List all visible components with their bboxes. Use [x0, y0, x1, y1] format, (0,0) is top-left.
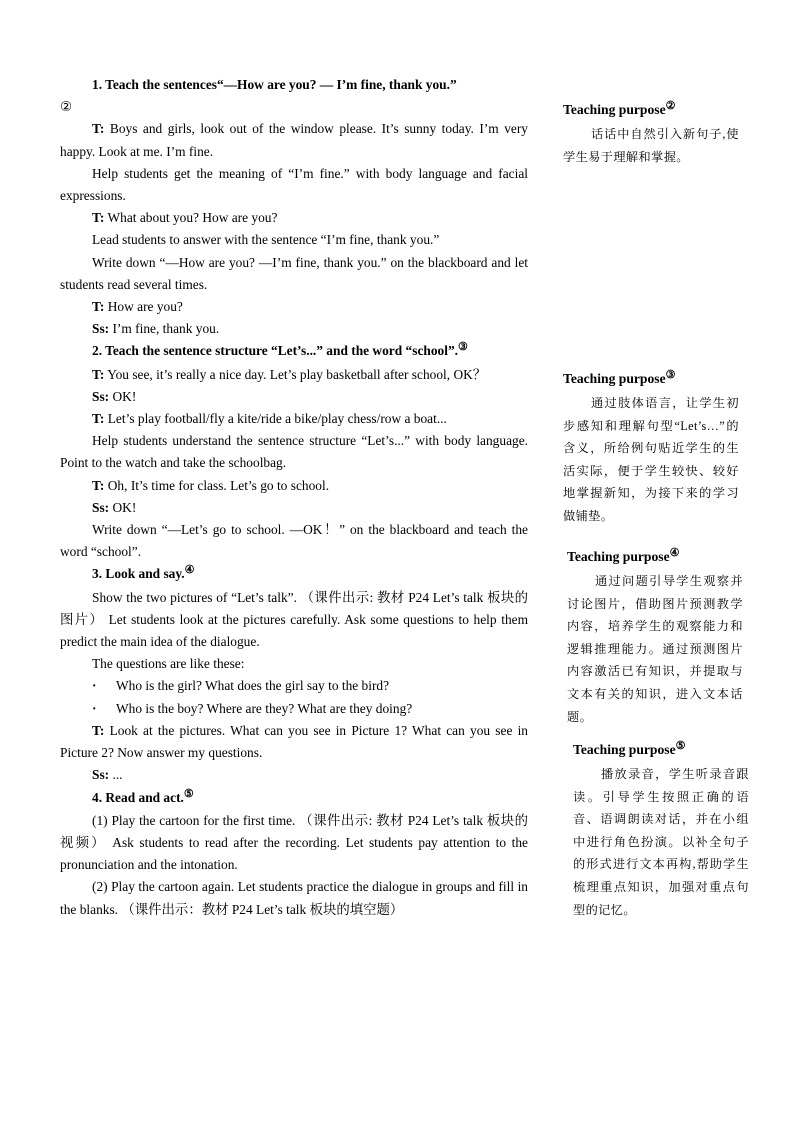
teaching-purpose-note: [563, 369, 739, 528]
instruction-line: (1) Play the cartoon for the first time. （课件出示: 教材 P24 Let’s talk 板块的视频） Ask students to read after the recording. Let students pay attention to the pronunciation and the intonation.: [60, 812, 528, 873]
section-4-title: 4. Read and act.⑤: [92, 787, 194, 805]
dialogue-line: T: Oh, It’s time for class. Let’s go to school.: [92, 477, 330, 493]
instruction-line: Help students understand the sentence structure “Let’s...” with body language. Point to the watch and take the schoolbag.: [60, 433, 528, 471]
section-2-title: 2. Teach the sentence structure “Let’s...” and the word “school”.③: [92, 341, 468, 359]
dialogue-line: Ss: OK!: [92, 499, 137, 515]
dialogue-line: T: You see, it’s really a nice day. Let’s play basketball after school, OK？: [92, 366, 487, 382]
dialogue-line: T: What about you? How are you?: [92, 210, 278, 226]
list-item: · Who is the girl? What does the girl say to the bird?: [60, 675, 528, 697]
dialogue-line: T: Let’s play football/fly a kite/ride a bike/play chess/row a boat...: [92, 411, 447, 427]
section-3-title: 3. Look and say.④: [92, 564, 195, 582]
section-1-mark: ②: [60, 99, 73, 115]
lesson-body: [60, 74, 528, 921]
dialogue-line: Ss: I’m fine, thank you.: [92, 321, 220, 337]
instruction-line: Write down “—How are you? —I’m fine, thank you.” on the blackboard and let students read several times.: [60, 254, 528, 292]
teaching-purpose-text: 话话中自然引入新句子,使学生易于理解和掌握。: [563, 127, 739, 164]
teaching-purpose-title: Teaching purpose②: [563, 100, 676, 117]
teaching-purpose-text: 播放录音，学生听录音跟读。引导学生按照正确的语音、语调朗读对话，并在小组中进行角色扮演。以补全句子的形式进行文本再构,帮助学生梳理重点知识，加强对重点句型的记忆。: [573, 767, 749, 917]
instruction-line: Lead students to answer with the sentence “I’m fine, thank you.”: [92, 232, 440, 248]
dialogue-line: T: How are you?: [92, 299, 183, 315]
teaching-purpose-title: Teaching purpose③: [563, 369, 676, 386]
teaching-purpose-text: 通过问题引导学生观察并讨论图片，借助图片预测教学内容，培养学生的观察能力和逻辑推理能力。通过预测图片内容激活已有知识，并提取与文本有关的知识，进入文本话题。: [567, 574, 743, 724]
dialogue-line: T: Look at the pictures. What can you see in Picture 1? What can you see in Picture 2? Now answer my questions.: [60, 722, 528, 761]
teaching-purpose-note: [563, 100, 739, 168]
dialogue-line: Ss: OK!: [92, 388, 137, 404]
teaching-purpose-note: [567, 547, 743, 728]
instruction-line: Show the two pictures of “Let’s talk”. （课件出示: 教材 P24 Let’s talk 板块的图片） Let students look at the pictures carefully. Ask some questions to help them predict the main idea of the dialogue.: [60, 589, 528, 650]
list-item: · Who is the boy? Where are they? What are they doing?: [60, 698, 528, 720]
instruction-line: The questions are like these:: [92, 656, 245, 672]
instruction-line: Help students get the meaning of “I’m fine.” with body language and facial expressions.: [60, 165, 528, 204]
teaching-purpose-title: Teaching purpose④: [567, 547, 680, 564]
instruction-line: (2) Play the cartoon again. Let students practice the dialogue in groups and fill in the blanks. （课件出示：教材 P24 Let’s talk 板块的填空题）: [60, 879, 528, 917]
instruction-line: Write down “—Let’s go to school. —OK！” on the blackboard and teach the word “school”.: [60, 522, 528, 560]
dialogue-line: Ss: ...: [92, 767, 123, 783]
section-1-title: 1. Teach the sentences“—How are you? — I’m fine, thank you.”: [92, 77, 457, 92]
teaching-purpose-note: [573, 740, 749, 921]
teaching-purpose-text: 通过肢体语言，让学生初步感知和理解句型“Let’s…”的含义，所给例句贴近学生的生活实际，便于学生较快、较好地掌握新知，为接下来的学习做铺垫。: [563, 396, 739, 523]
dialogue-line: T: Boys and girls, look out of the window please. It’s sunny today. I’m very happy. Look at me. I’m fine.: [60, 121, 528, 159]
teaching-purpose-title: Teaching purpose⑤: [573, 740, 686, 757]
